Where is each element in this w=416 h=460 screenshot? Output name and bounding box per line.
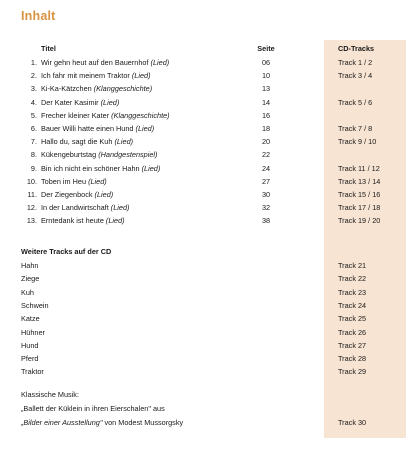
song-page: 18	[261, 124, 271, 133]
song-page: 10	[261, 71, 271, 81]
song-title: Hallo du, sagt die Kuh	[41, 137, 113, 147]
song-track: Track 11 / 12	[338, 163, 380, 173]
song-number: 7.	[30, 137, 37, 147]
song-page: 06	[261, 58, 271, 67]
song-page: 14	[261, 97, 271, 107]
song-number: 10.	[26, 176, 37, 186]
song-title-cell	[41, 163, 160, 174]
extra-track-name: Kuh	[21, 287, 34, 297]
song-row	[0, 189, 416, 200]
extra-track-row	[0, 313, 416, 324]
extra-track-name: Hund	[21, 340, 39, 350]
song-row	[0, 110, 416, 121]
classical-line2	[21, 417, 183, 428]
song-type: (Lied)	[141, 163, 161, 173]
song-page: 16	[261, 110, 271, 120]
classical-line1: „Ballett der Küklein in ihren Eierschalen" aus	[21, 404, 165, 413]
song-title-cell	[41, 136, 133, 147]
song-type: (Lied)	[135, 124, 155, 133]
song-track: Track 15 / 16	[338, 190, 381, 199]
song-title-cell	[41, 202, 129, 213]
song-track: Track 13 / 14	[338, 176, 381, 186]
song-track: Track 5 / 6	[338, 97, 373, 107]
song-title: Ich fahr mit meinem Traktor	[41, 71, 130, 81]
song-track: Track 19 / 20	[338, 216, 381, 226]
song-number: 13.	[26, 216, 37, 226]
classical-line2-row	[0, 417, 416, 428]
column-header-title: Titel	[41, 44, 56, 53]
classical-composer: von Modest Mussorgsky	[102, 418, 184, 427]
song-type: (Lied)	[110, 203, 130, 213]
song-number: 9.	[30, 163, 37, 173]
song-title-cell	[41, 97, 119, 108]
song-page: 30	[261, 190, 271, 199]
song-number: 5.	[30, 110, 37, 120]
song-row	[0, 83, 416, 94]
song-type: (Klanggeschichte)	[93, 84, 153, 94]
song-row	[0, 136, 416, 147]
song-number: 11.	[27, 190, 37, 199]
song-page: 24	[261, 163, 271, 173]
extra-tracks-heading-row	[0, 246, 416, 257]
song-number: 1.	[30, 58, 37, 67]
song-page: 27	[261, 176, 271, 186]
song-page: 38	[261, 216, 271, 226]
extra-track-row	[0, 327, 416, 338]
extra-track-row	[0, 353, 416, 364]
song-title: Der Kater Kasimir	[41, 97, 99, 107]
extra-track-number: Track 26	[338, 327, 367, 337]
song-title-cell	[41, 110, 170, 121]
song-row	[0, 176, 416, 187]
song-track: Track 9 / 10	[338, 137, 377, 147]
song-page: 13	[261, 84, 271, 94]
classical-line1-row	[0, 403, 416, 414]
extra-track-number: Track 25	[338, 314, 367, 324]
song-number: 3.	[30, 84, 37, 94]
extra-track-number: Track 23	[338, 287, 367, 297]
song-track: Track 17 / 18	[338, 203, 381, 213]
song-page: 20	[261, 137, 271, 147]
song-row	[0, 97, 416, 108]
song-title: Kükengeburtstag	[41, 150, 97, 160]
song-page: 22	[261, 150, 271, 160]
extra-track-name: Katze	[21, 314, 40, 324]
extra-track-row	[0, 260, 416, 271]
song-title: Bin ich nicht ein schöner Hahn	[41, 163, 140, 173]
extra-track-number: Track 29	[338, 367, 367, 377]
extra-track-number: Track 22	[338, 274, 367, 284]
song-title: Ki-Ka-Kätzchen	[41, 84, 92, 94]
song-number: 2.	[30, 71, 37, 81]
song-title-cell	[41, 176, 107, 187]
song-type: (Lied)	[88, 176, 107, 186]
song-type: (Klanggeschichte)	[111, 110, 170, 120]
song-title: Bauer Willi hatte einen Hund	[41, 124, 134, 133]
song-row	[0, 57, 416, 68]
extra-track-row	[0, 300, 416, 311]
classical-track: Track 30	[338, 418, 367, 427]
classical-label: Klassische Musik:	[21, 390, 79, 399]
column-header-row	[0, 43, 416, 54]
song-number: 8.	[30, 150, 37, 160]
song-type: (Lied)	[94, 190, 114, 199]
column-header-tracks: CD-Tracks	[338, 44, 375, 53]
song-title: Wir gehn heut auf den Bauernhof	[41, 58, 149, 67]
song-title: Toben im Heu	[41, 176, 87, 186]
song-title: In der Landwirtschaft	[41, 203, 109, 213]
extra-track-name: Ziege	[21, 274, 40, 284]
song-row	[0, 163, 416, 174]
song-title-cell	[41, 123, 154, 134]
song-row	[0, 149, 416, 160]
extra-track-number: Track 27	[338, 340, 367, 350]
classical-label-row	[0, 389, 416, 400]
extra-track-name: Pferd	[21, 354, 39, 364]
column-header-page: Seite	[257, 44, 275, 53]
extra-track-number: Track 28	[338, 354, 367, 364]
song-type: (Lied)	[114, 137, 134, 147]
extra-track-row	[0, 287, 416, 298]
extra-track-row	[0, 366, 416, 377]
extra-track-row	[0, 273, 416, 284]
extra-track-name: Schwein	[21, 300, 49, 310]
extra-tracks-heading: Weitere Tracks auf der CD	[21, 247, 112, 256]
extra-track-name: Traktor	[21, 367, 44, 377]
extra-track-row	[0, 340, 416, 351]
song-page: 32	[261, 203, 271, 213]
song-title-cell	[41, 70, 151, 81]
song-number: 6.	[30, 124, 37, 133]
song-title-cell	[41, 57, 169, 68]
song-title-cell	[41, 149, 157, 160]
page-title: Inhalt	[21, 9, 56, 23]
song-row	[0, 123, 416, 134]
song-type: (Lied)	[105, 216, 125, 226]
song-track: Track 1 / 2	[338, 58, 373, 67]
song-title-cell	[41, 189, 113, 200]
song-type: (Lied)	[100, 97, 120, 107]
extra-track-name: Hühner	[21, 327, 45, 337]
song-row	[0, 202, 416, 213]
song-type: (Handgestenspiel)	[98, 150, 158, 160]
song-title: Erntedank ist heute	[41, 216, 104, 226]
extra-track-number: Track 21	[338, 261, 367, 270]
song-track: Track 3 / 4	[338, 71, 373, 81]
song-type: (Lied)	[131, 71, 151, 81]
song-number: 12.	[26, 203, 37, 213]
song-row	[0, 70, 416, 81]
song-title-cell	[41, 215, 125, 226]
song-track: Track 7 / 8	[338, 124, 373, 133]
song-title: Der Ziegenbock	[41, 190, 93, 199]
extra-track-number: Track 24	[338, 300, 367, 310]
song-title-cell	[41, 83, 152, 94]
song-type: (Lied)	[150, 58, 170, 67]
song-row	[0, 215, 416, 226]
song-number: 4.	[30, 97, 37, 107]
classical-work-title: „Bilder einer Ausstellung"	[21, 418, 103, 427]
extra-track-name: Hahn	[21, 261, 39, 270]
song-title: Frecher kleiner Kater	[41, 110, 110, 120]
